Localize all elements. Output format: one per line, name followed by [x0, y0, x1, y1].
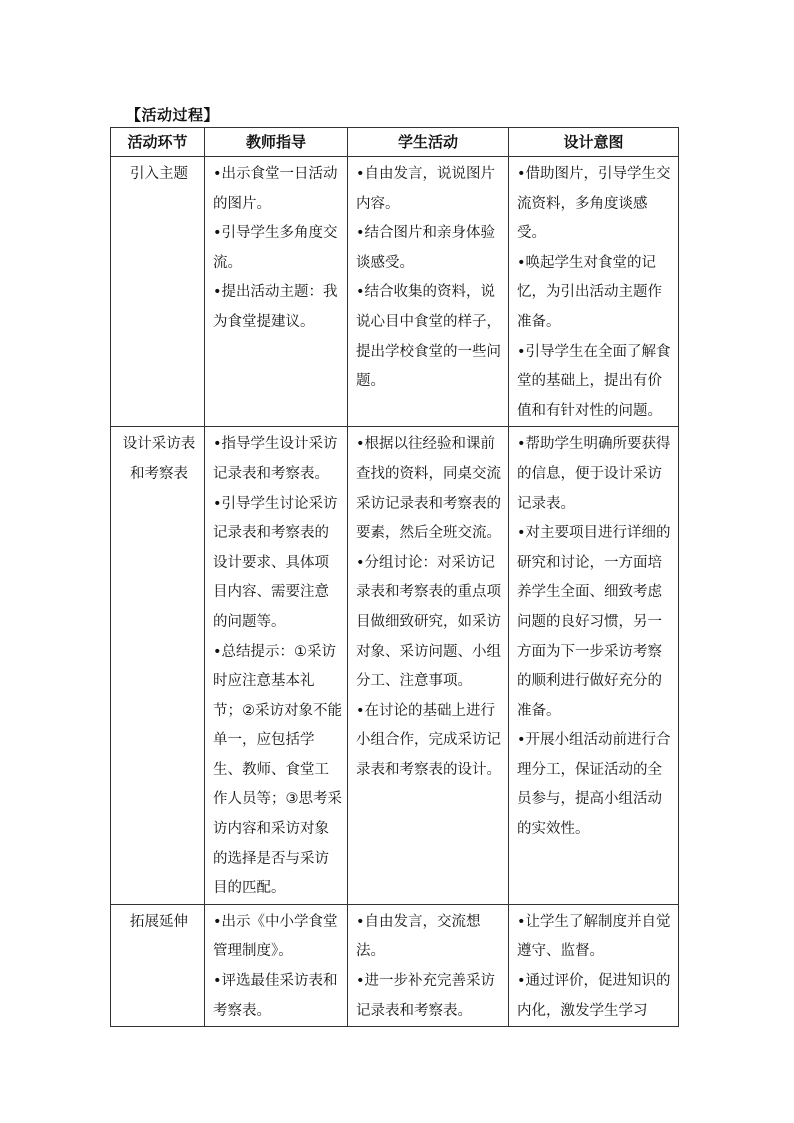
list-item: •评选最佳采访表和考察表。 [213, 973, 338, 1019]
list-item: •自由发言，交流想法。 [356, 913, 481, 960]
table-header-row [111, 128, 679, 157]
intent-cell-content [517, 908, 673, 1021]
teacher-cell [205, 904, 348, 1026]
header-teacher-guidance: 教师指导 [205, 128, 348, 157]
intent-cell [509, 427, 679, 905]
student-cell [348, 157, 509, 427]
intent-cell [509, 904, 679, 1026]
header-stage: 活动环节 [111, 128, 205, 157]
list-item: •自由发言，说说图片内容。 [356, 166, 496, 212]
header-student-activity: 学生活动 [348, 128, 509, 157]
list-item: •借助图片，引导学生交流资料，多角度谈感受。 [517, 166, 671, 242]
table-row [111, 904, 679, 1026]
list-item: •引导学生多角度交流。 [213, 225, 338, 271]
list-item: •通过评价，促进知识的内化，激发学生学习 [517, 973, 671, 1019]
table-row [111, 427, 679, 905]
list-item: •分组讨论：对采访记录表和考察表的重点项目做细致研究，如采访对象、采访问题、小组分工、注意事项。 [356, 554, 501, 690]
stage-cell: 设计采访表和考察表 [111, 427, 205, 905]
list-item: •出示食堂一日活动的图片。 [213, 166, 338, 212]
table-row [111, 157, 679, 427]
student-cell [348, 904, 509, 1026]
list-item: •进一步补充完善采访记录表和考察表。 [356, 973, 496, 1019]
list-item: •提出活动主题：我为食堂提建议。 [213, 284, 338, 330]
activity-process-table [110, 127, 679, 1027]
teacher-cell [205, 157, 348, 427]
list-item: •引导学生在全面了解食堂的基础上，提出有价值和有针对性的问题。 [517, 343, 671, 419]
list-item: •出示《中小学食堂管理制度》。 [213, 913, 338, 960]
list-item: •根据以往经验和课前查找的资料，同桌交流采访记录表和考察表的要素，然后全班交流。 [356, 436, 501, 542]
list-item: •让学生了解制度并自觉遵守、监督。 [517, 913, 671, 960]
list-item: •引导学生讨论采访记录表和考察表的设计要求、具体项目内容、需要注意的问题等。 [213, 495, 338, 630]
list-item: •开展小组活动前进行合理分工，保证活动的全员参与，提高小组活动的实效性。 [517, 732, 671, 838]
list-item: •结合收集的资料，说说心目中食堂的样子，提出学校食堂的一些问题。 [356, 284, 501, 390]
student-cell [348, 427, 509, 905]
section-title: 【活动过程】 [126, 106, 220, 124]
stage-cell: 拓展延伸 [111, 904, 205, 1026]
list-item: •总结提示：①采访时应注意基本礼节；②采访对象不能单一，应包括学生、教师、食堂工作人员等；③思考采访内容和采访对象的选择是否与采访目的匹配。 [213, 643, 342, 897]
list-item: •对主要项目进行详细的研究和讨论，一方面培养学生全面、细致考虑问题的良好习惯，另一方面为下一步采访考察的顺利进行做好充分的准备。 [517, 525, 671, 719]
list-item: •唤起学生对食堂的记忆，为引出活动主题作准备。 [517, 254, 662, 330]
stage-cell: 引入主题 [111, 157, 205, 427]
list-item: •帮助学生明确所要获得的信息，便于设计采访记录表。 [517, 436, 671, 512]
header-design-intent: 设计意图 [509, 128, 679, 157]
list-item: •结合图片和亲身体验谈感受。 [356, 225, 496, 271]
list-item: •在讨论的基础上进行小组合作，完成采访记录表和考察表的设计。 [356, 702, 501, 778]
list-item: •指导学生设计采访记录表和考察表。 [213, 436, 338, 482]
intent-cell [509, 157, 679, 427]
teacher-cell [205, 427, 348, 905]
